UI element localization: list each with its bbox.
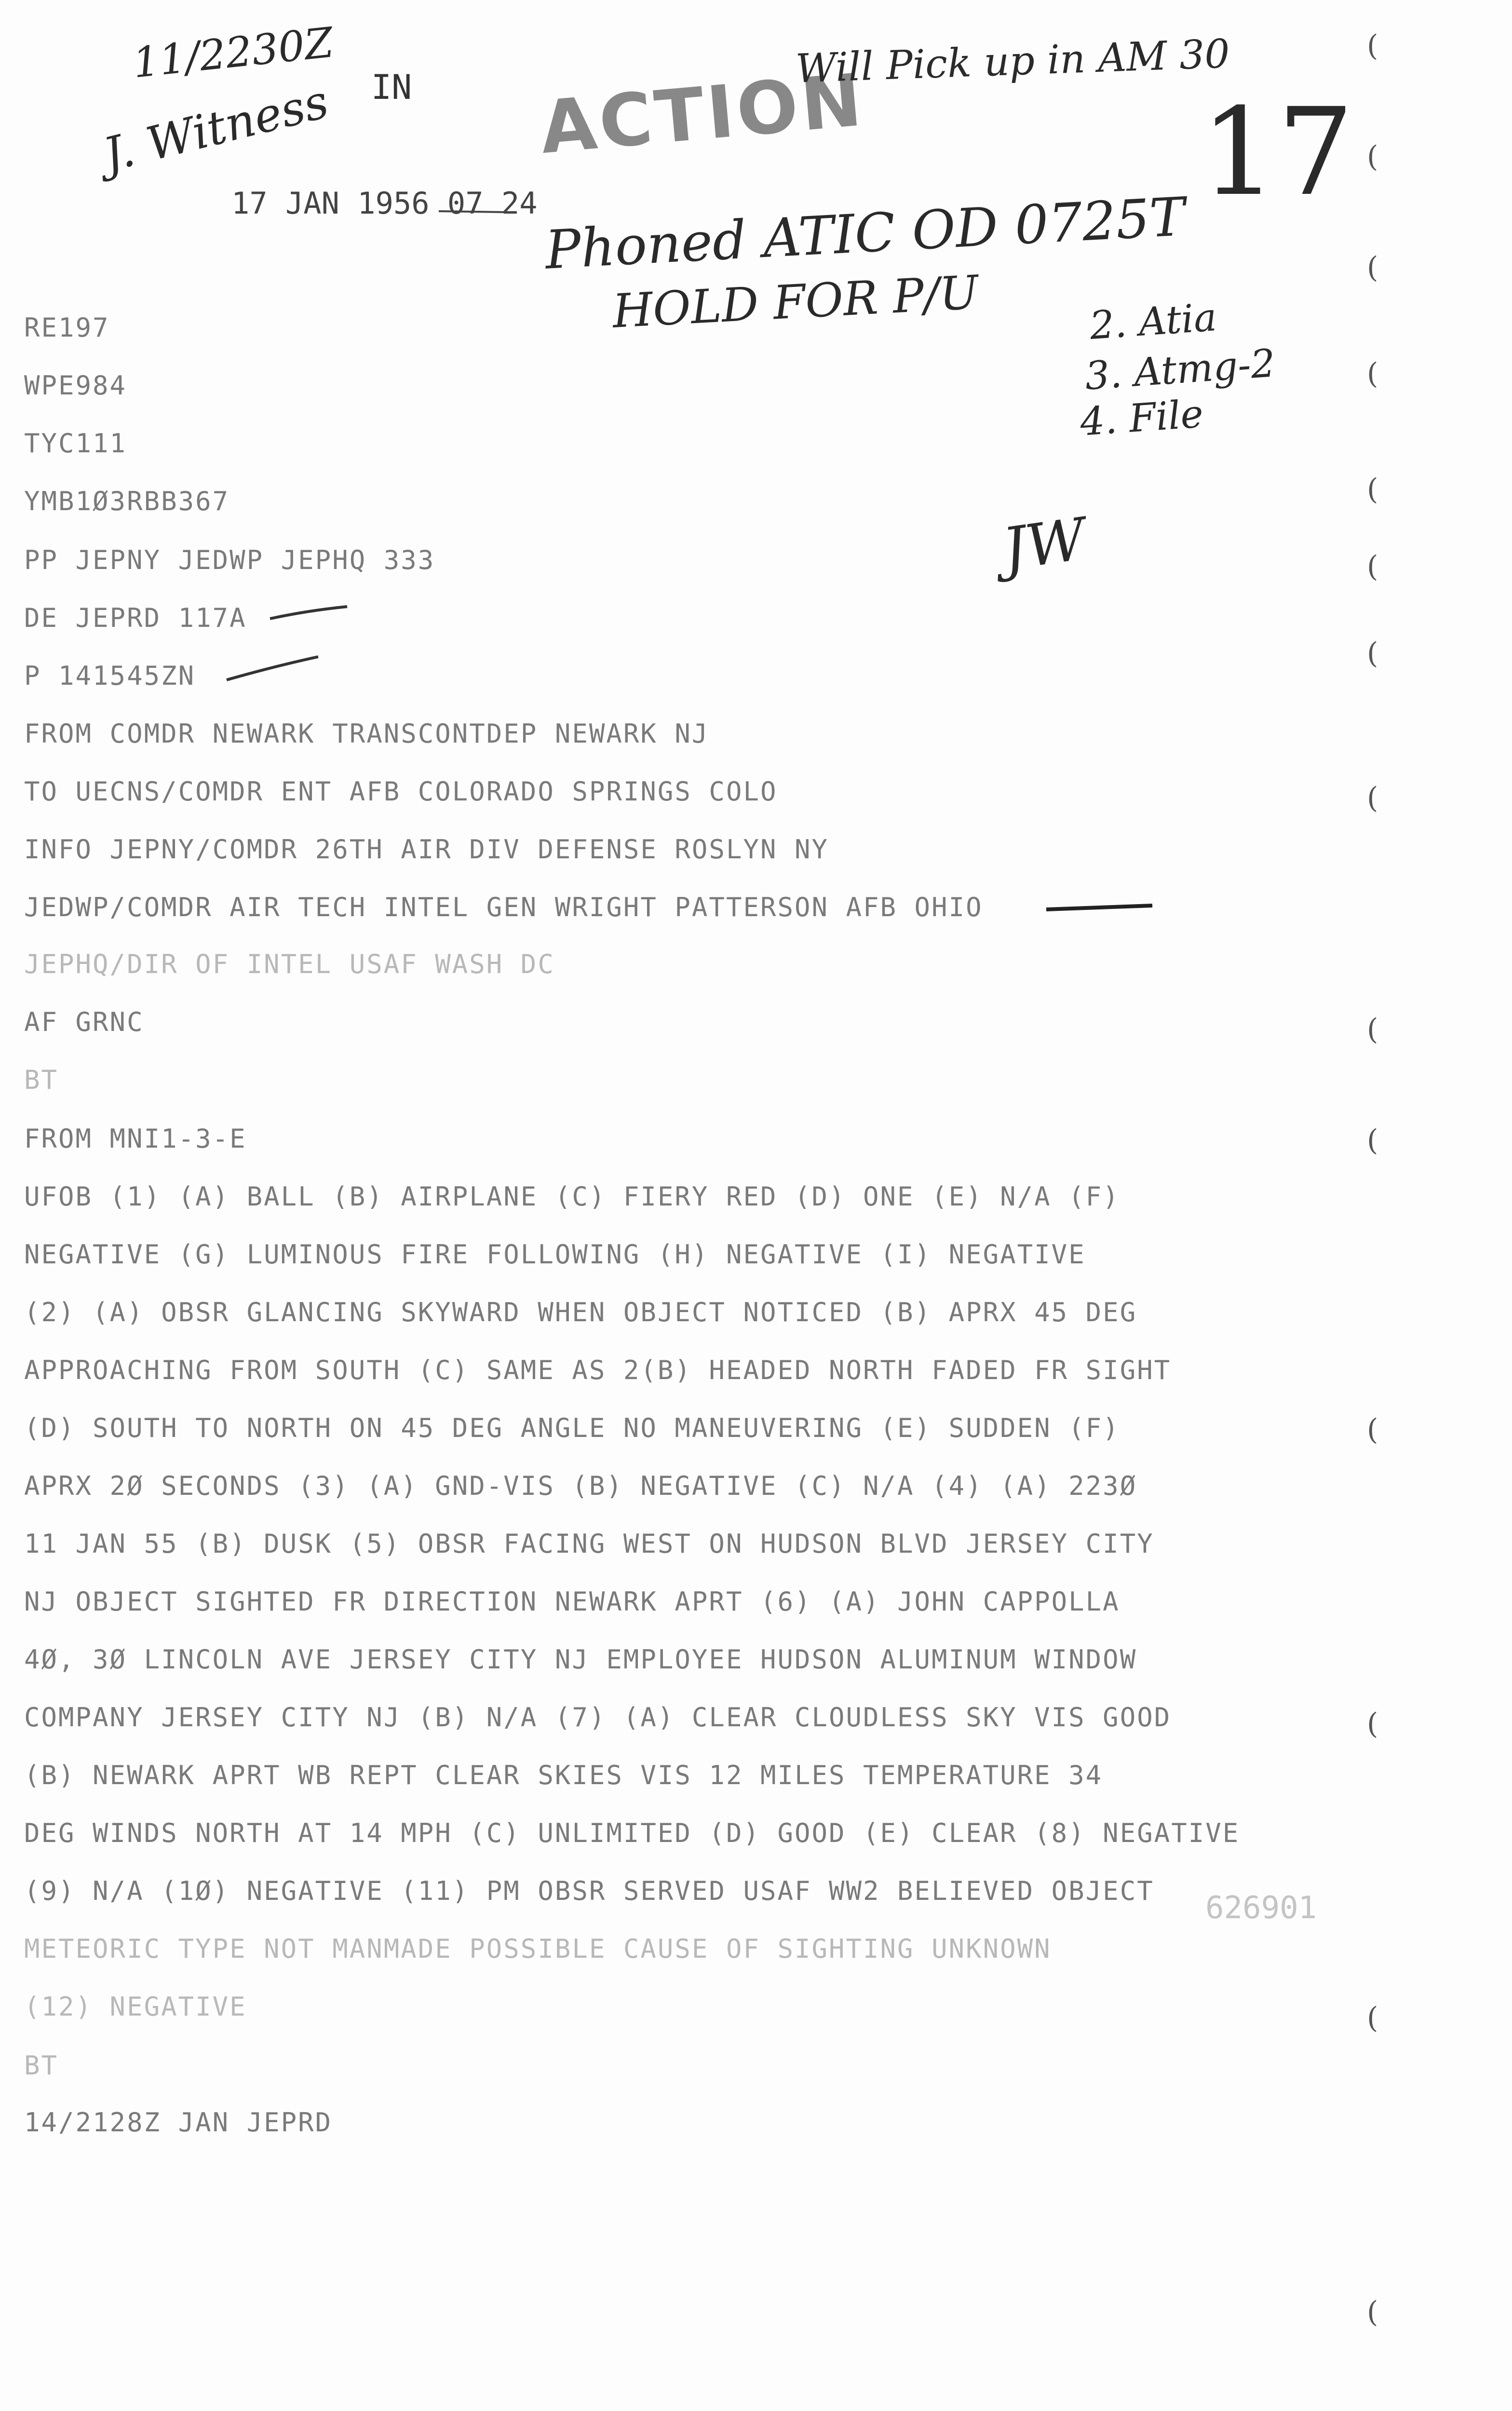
msg-line-11: JEDWP/COMDR AIR TECH INTEL GEN WRIGHT PATTERSON AFB OHIO — [24, 892, 983, 922]
msg-line-2: WPE984 — [24, 370, 127, 401]
margin-mark-10: ( — [1367, 1124, 1378, 1157]
margin-mark-7: ( — [1367, 637, 1378, 670]
msg-line-23: NJ OBJECT SIGHTED FR DIRECTION NEWARK APRT (6) (A) JOHN CAPPOLLA — [24, 1586, 1120, 1617]
msg-line-15: FROM MNI1-3-E — [24, 1124, 247, 1154]
msg-line-14: BT — [24, 1065, 59, 1095]
msg-line-32: 14/2128Z JAN JEPRD — [24, 2107, 333, 2138]
pen-stroke-arrow — [1046, 906, 1152, 909]
margin-mark-5: ( — [1367, 473, 1378, 506]
action-stamp: ACTION — [537, 58, 868, 171]
msg-line-7: P 141545ZN — [24, 661, 196, 691]
pen-stroke-dash-2 — [227, 657, 318, 680]
msg-line-9: TO UECNS/COMDR ENT AFB COLORADO SPRINGS COLO — [24, 776, 778, 807]
handwritten-number: 17 — [1201, 82, 1354, 222]
handwritten-pickup-note: Will Pick up in AM 30 — [795, 31, 1231, 92]
handwritten-routing-3: 4. File — [1079, 391, 1205, 445]
handwritten-initials: JW — [999, 505, 1090, 584]
margin-mark-13: ( — [1367, 2001, 1378, 2035]
margin-mark-2: ( — [1367, 140, 1378, 174]
msg-line-1: RE197 — [24, 312, 110, 343]
msg-line-31: BT — [24, 2050, 59, 2081]
date-stamp: 17 JAN 1956 07 24 — [231, 186, 538, 221]
handwritten-routing-1: 2. Atia — [1088, 294, 1218, 349]
handwritten-routing-2: 3. Atmg-2 — [1083, 340, 1277, 399]
msg-line-13: AF GRNC — [24, 1007, 144, 1037]
in-stamp: IN — [371, 68, 412, 107]
msg-line-22: 11 JAN 55 (B) DUSK (5) OBSR FACING WEST ON HUDSON BLVD JERSEY CITY — [24, 1529, 1154, 1559]
margin-mark-8: ( — [1367, 781, 1378, 815]
pen-stroke-underline — [439, 211, 506, 212]
msg-line-20: (D) SOUTH TO NORTH ON 45 DEG ANGLE NO MANEUVERING (E) SUDDEN (F) — [24, 1413, 1120, 1443]
msg-line-4: YMB1Ø3RBB367 — [24, 486, 230, 516]
margin-mark-14: ( — [1367, 2295, 1378, 2329]
pen-stroke-dash-1 — [270, 607, 347, 619]
msg-line-3: TYC111 — [24, 428, 127, 459]
handwritten-time-note: 11/2230Z — [130, 18, 336, 88]
msg-line-10: INFO JEPNY/COMDR 26TH AIR DIV DEFENSE ROSLYN NY — [24, 834, 829, 865]
msg-line-27: DEG WINDS NORTH AT 14 MPH (C) UNLIMITED (D) GOOD (E) CLEAR (8) NEGATIVE — [24, 1818, 1240, 1848]
margin-mark-3: ( — [1367, 251, 1378, 284]
margin-mark-12: ( — [1367, 1707, 1378, 1741]
msg-line-18: (2) (A) OBSR GLANCING SKYWARD WHEN OBJECT NOTICED (B) APRX 45 DEG — [24, 1297, 1137, 1327]
handwritten-phoned-note: Phoned ATIC OD 0725T — [543, 186, 1187, 281]
margin-mark-9: ( — [1367, 1013, 1378, 1046]
margin-mark-1: ( — [1367, 29, 1378, 63]
msg-line-19: APPROACHING FROM SOUTH (C) SAME AS 2(B) HEADED NORTH FADED FR SIGHT — [24, 1355, 1172, 1385]
msg-line-29: METEORIC TYPE NOT MANMADE POSSIBLE CAUSE OF SIGHTING UNKNOWN — [24, 1934, 1052, 1964]
msg-line-12: JEPHQ/DIR OF INTEL USAF WASH DC — [24, 949, 555, 979]
msg-line-28: (9) N/A (1Ø) NEGATIVE (11) PM OBSR SERVED USAF WW2 BELIEVED OBJECT — [24, 1876, 1154, 1906]
msg-line-30: (12) NEGATIVE — [24, 1991, 247, 2022]
msg-line-17: NEGATIVE (G) LUMINOUS FIRE FOLLOWING (H) NEGATIVE (I) NEGATIVE — [24, 1239, 1086, 1270]
msg-line-6: DE JEPRD 117A — [24, 603, 247, 633]
msg-line-16: UFOB (1) (A) BALL (B) AIRPLANE (C) FIERY RED (D) ONE (E) N/A (F) — [24, 1181, 1120, 1212]
handwritten-witness-note: J. Witness — [98, 74, 334, 182]
msg-line-5: PP JEPNY JEDWP JEPHQ 333 — [24, 545, 435, 575]
msg-line-26: (B) NEWARK APRT WB REPT CLEAR SKIES VIS 12 MILES TEMPERATURE 34 — [24, 1760, 1103, 1790]
document-number-stamp: 626901 — [1205, 1890, 1317, 1926]
msg-line-25: COMPANY JERSEY CITY NJ (B) N/A (7) (A) CLEAR CLOUDLESS SKY VIS GOOD — [24, 1702, 1172, 1733]
msg-line-8: FROM COMDR NEWARK TRANSCONTDEP NEWARK NJ — [24, 718, 709, 749]
msg-line-21: APRX 2Ø SECONDS (3) (A) GND-VIS (B) NEGATIVE (C) N/A (4) (A) 223Ø — [24, 1471, 1137, 1501]
margin-mark-4: ( — [1367, 357, 1378, 391]
msg-line-24: 4Ø, 3Ø LINCOLN AVE JERSEY CITY NJ EMPLOYEE HUDSON ALUMINUM WINDOW — [24, 1644, 1137, 1675]
margin-mark-6: ( — [1367, 550, 1378, 583]
margin-mark-11: ( — [1367, 1413, 1378, 1447]
handwritten-hold-note: HOLD FOR P/U — [611, 265, 980, 339]
